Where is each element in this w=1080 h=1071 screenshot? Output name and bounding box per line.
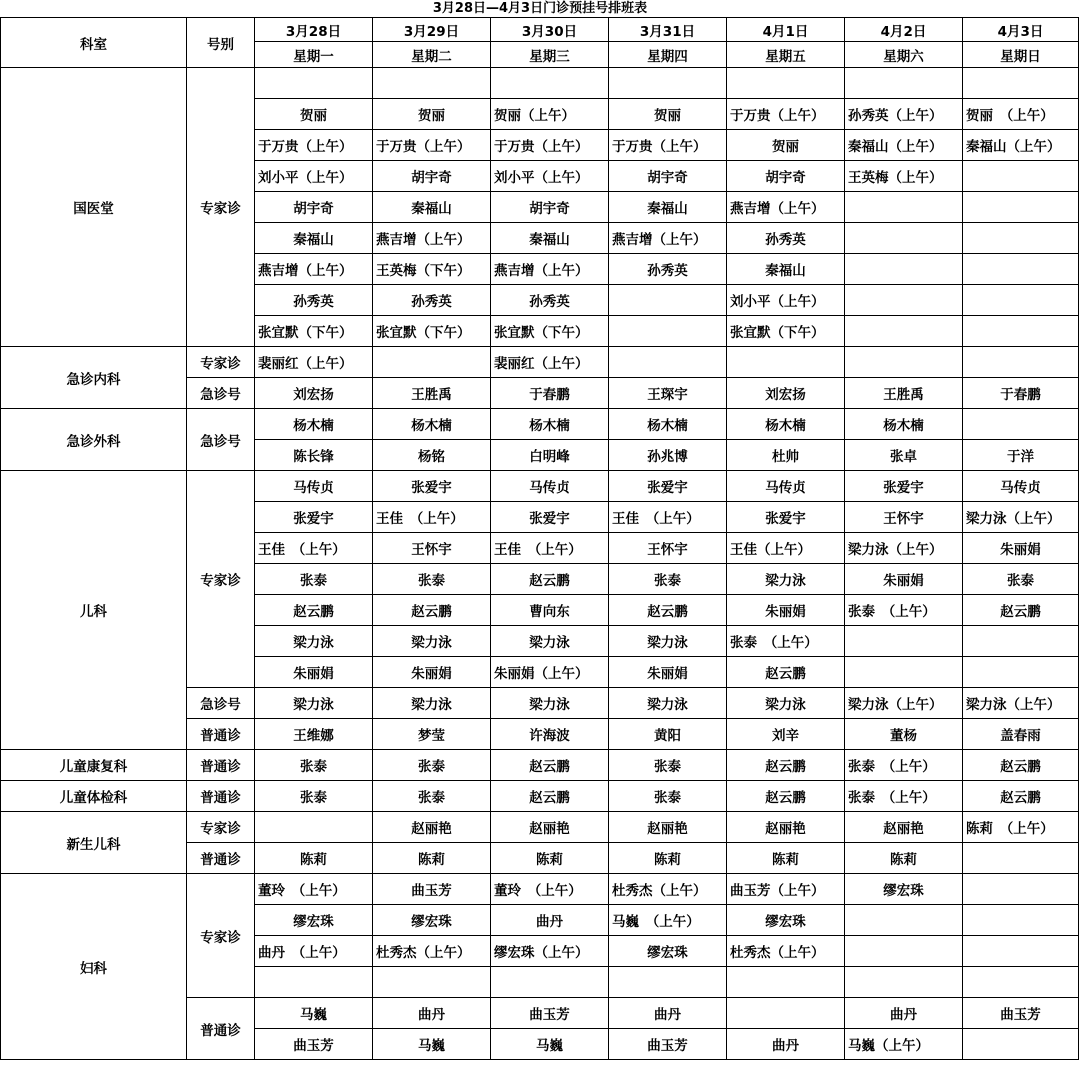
doctor-cell: 张泰 bbox=[373, 781, 491, 812]
doctor-cell: 王维娜 bbox=[255, 719, 373, 750]
doctor-cell: 张爱宇 bbox=[491, 502, 609, 533]
registration-type: 专家诊 bbox=[187, 347, 255, 378]
registration-type: 普通诊 bbox=[187, 750, 255, 781]
doctor-cell: 赵云鹏 bbox=[373, 595, 491, 626]
doctor-cell bbox=[963, 223, 1079, 254]
registration-type: 普通诊 bbox=[187, 781, 255, 812]
doctor-cell: 于春鹏 bbox=[491, 378, 609, 409]
registration-type: 普通诊 bbox=[187, 998, 255, 1060]
doctor-cell bbox=[727, 967, 845, 998]
doctor-cell bbox=[963, 347, 1079, 378]
schedule-row bbox=[1, 68, 1079, 99]
doctor-cell bbox=[845, 347, 963, 378]
doctor-cell: 张泰 bbox=[255, 564, 373, 595]
doctor-cell bbox=[963, 874, 1079, 905]
doctor-cell: 赵云鹏 bbox=[963, 595, 1079, 626]
doctor-cell: 贺丽（上午） bbox=[491, 99, 609, 130]
doctor-cell: 陈莉 （上午） bbox=[963, 812, 1079, 843]
doctor-cell: 杜秀杰（上午） bbox=[727, 936, 845, 967]
doctor-cell: 张泰 bbox=[609, 750, 727, 781]
doctor-cell: 秦福山（上午） bbox=[845, 130, 963, 161]
doctor-cell: 曲丹 bbox=[609, 998, 727, 1029]
doctor-cell: 曲丹 bbox=[491, 905, 609, 936]
doctor-cell: 王佳 （上午） bbox=[373, 502, 491, 533]
registration-type: 专家诊 bbox=[187, 471, 255, 688]
doctor-cell: 陈莉 bbox=[491, 843, 609, 874]
registration-type: 专家诊 bbox=[187, 874, 255, 998]
registration-type: 普通诊 bbox=[187, 719, 255, 750]
doctor-cell bbox=[373, 347, 491, 378]
doctor-cell: 王佳 （上午） bbox=[491, 533, 609, 564]
doctor-cell: 孙秀英 bbox=[727, 223, 845, 254]
doctor-cell bbox=[963, 936, 1079, 967]
doctor-cell: 王佳 （上午） bbox=[609, 502, 727, 533]
doctor-cell: 曲玉芳 bbox=[373, 874, 491, 905]
date-header: 3月31日 bbox=[609, 18, 727, 42]
doctor-cell: 张泰 bbox=[255, 750, 373, 781]
doctor-cell: 陈莉 bbox=[609, 843, 727, 874]
doctor-cell: 梁力泳 bbox=[491, 626, 609, 657]
doctor-cell: 马巍 （上午） bbox=[609, 905, 727, 936]
doctor-cell: 董玲 （上午） bbox=[491, 874, 609, 905]
doctor-cell: 张泰 bbox=[609, 564, 727, 595]
doctor-cell: 梁力泳 bbox=[609, 688, 727, 719]
doctor-cell bbox=[963, 843, 1079, 874]
date-header: 4月2日 bbox=[845, 18, 963, 42]
doctor-cell: 梁力泳 bbox=[373, 688, 491, 719]
doctor-cell: 赵丽艳 bbox=[609, 812, 727, 843]
doctor-cell: 张爱宇 bbox=[609, 471, 727, 502]
doctor-cell: 赵云鹏 bbox=[727, 750, 845, 781]
doctor-cell bbox=[609, 316, 727, 347]
doctor-cell: 刘辛 bbox=[727, 719, 845, 750]
doctor-cell bbox=[609, 967, 727, 998]
doctor-cell bbox=[845, 285, 963, 316]
doctor-cell: 曹向东 bbox=[491, 595, 609, 626]
doctor-cell: 王英梅（下午） bbox=[373, 254, 491, 285]
doctor-cell bbox=[963, 161, 1079, 192]
doctor-cell bbox=[845, 936, 963, 967]
doctor-cell: 缪宏珠（上午） bbox=[491, 936, 609, 967]
doctor-cell: 马传贞 bbox=[963, 471, 1079, 502]
doctor-cell: 马巍（上午） bbox=[845, 1029, 963, 1060]
doctor-cell: 秦福山 bbox=[609, 192, 727, 223]
doctor-cell bbox=[845, 254, 963, 285]
doctor-cell bbox=[255, 812, 373, 843]
doctor-cell: 赵丽艳 bbox=[845, 812, 963, 843]
date-header: 3月28日 bbox=[255, 18, 373, 42]
doctor-cell: 王琛宇 bbox=[609, 378, 727, 409]
doctor-cell: 张泰 bbox=[255, 781, 373, 812]
registration-type: 专家诊 bbox=[187, 68, 255, 347]
doctor-cell: 孙秀英 bbox=[491, 285, 609, 316]
schedule-row bbox=[1, 781, 1079, 812]
doctor-cell: 曲玉芳 bbox=[491, 998, 609, 1029]
doctor-cell: 陈莉 bbox=[845, 843, 963, 874]
doctor-cell: 张宜默（下午） bbox=[491, 316, 609, 347]
doctor-cell bbox=[845, 68, 963, 99]
date-header: 3月29日 bbox=[373, 18, 491, 42]
doctor-cell: 梁力泳（上午） bbox=[963, 502, 1079, 533]
doctor-cell: 梁力泳 bbox=[727, 564, 845, 595]
schedule-row bbox=[1, 874, 1079, 905]
doctor-cell: 杜秀杰（上午） bbox=[373, 936, 491, 967]
doctor-cell bbox=[609, 285, 727, 316]
doctor-cell bbox=[491, 68, 609, 99]
doctor-cell: 梁力泳 bbox=[491, 688, 609, 719]
weekday-header: 星期一 bbox=[255, 42, 373, 68]
date-header: 4月1日 bbox=[727, 18, 845, 42]
registration-type: 普通诊 bbox=[187, 843, 255, 874]
doctor-cell: 朱丽娟 bbox=[373, 657, 491, 688]
doctor-cell bbox=[845, 626, 963, 657]
doctor-cell: 于万贵（上午） bbox=[491, 130, 609, 161]
doctor-cell: 马巍 bbox=[491, 1029, 609, 1060]
doctor-cell: 陈莉 bbox=[255, 843, 373, 874]
department-name: 新生儿科 bbox=[1, 812, 187, 874]
schedule-row bbox=[1, 347, 1079, 378]
doctor-cell: 赵云鹏 bbox=[963, 781, 1079, 812]
doctor-cell: 王佳 （上午） bbox=[255, 533, 373, 564]
doctor-cell: 张宜默（下午） bbox=[373, 316, 491, 347]
doctor-cell: 许海波 bbox=[491, 719, 609, 750]
doctor-cell bbox=[845, 967, 963, 998]
doctor-cell: 马传贞 bbox=[727, 471, 845, 502]
doctor-cell: 曲丹 bbox=[373, 998, 491, 1029]
doctor-cell bbox=[963, 657, 1079, 688]
doctor-cell: 燕吉增（上午） bbox=[255, 254, 373, 285]
doctor-cell: 张泰 bbox=[373, 564, 491, 595]
doctor-cell: 朱丽娟（上午） bbox=[491, 657, 609, 688]
doctor-cell: 曲丹 bbox=[727, 1029, 845, 1060]
doctor-cell bbox=[609, 68, 727, 99]
doctor-cell: 张爱宇 bbox=[255, 502, 373, 533]
doctor-cell: 马传贞 bbox=[255, 471, 373, 502]
doctor-cell bbox=[963, 967, 1079, 998]
doctor-cell: 朱丽娟 bbox=[609, 657, 727, 688]
doctor-cell: 杨木楠 bbox=[727, 409, 845, 440]
doctor-cell: 梦莹 bbox=[373, 719, 491, 750]
doctor-cell: 张爱宇 bbox=[845, 471, 963, 502]
doctor-cell: 刘小平（上午） bbox=[491, 161, 609, 192]
doctor-cell bbox=[845, 316, 963, 347]
doctor-cell: 贺丽 bbox=[373, 99, 491, 130]
doctor-cell: 胡宇奇 bbox=[373, 161, 491, 192]
doctor-cell bbox=[727, 998, 845, 1029]
doctor-cell: 胡宇奇 bbox=[255, 192, 373, 223]
doctor-cell: 孙秀英 bbox=[373, 285, 491, 316]
schedule-row bbox=[1, 812, 1079, 843]
weekday-header: 星期日 bbox=[963, 42, 1079, 68]
doctor-cell: 陈莉 bbox=[373, 843, 491, 874]
doctor-cell bbox=[373, 68, 491, 99]
doctor-cell: 孙秀英（上午） bbox=[845, 99, 963, 130]
weekday-header: 星期三 bbox=[491, 42, 609, 68]
doctor-cell bbox=[845, 905, 963, 936]
doctor-cell: 陈莉 bbox=[727, 843, 845, 874]
department-name: 妇科 bbox=[1, 874, 187, 1060]
doctor-cell: 朱丽娟 bbox=[845, 564, 963, 595]
doctor-cell: 秦福山 bbox=[373, 192, 491, 223]
doctor-cell: 缪宏珠 bbox=[609, 936, 727, 967]
doctor-cell: 裴丽红（上午） bbox=[491, 347, 609, 378]
doctor-cell bbox=[727, 347, 845, 378]
doctor-cell: 杜秀杰（上午） bbox=[609, 874, 727, 905]
doctor-cell: 黄阳 bbox=[609, 719, 727, 750]
doctor-cell: 赵云鹏 bbox=[727, 657, 845, 688]
doctor-cell: 刘宏扬 bbox=[255, 378, 373, 409]
schedule-table bbox=[0, 17, 1079, 1060]
doctor-cell: 燕吉增（上午） bbox=[609, 223, 727, 254]
doctor-cell: 曲玉芳 bbox=[609, 1029, 727, 1060]
doctor-cell: 梁力泳（上午） bbox=[963, 688, 1079, 719]
doctor-cell: 秦福山 bbox=[727, 254, 845, 285]
doctor-cell: 王怀宇 bbox=[373, 533, 491, 564]
doctor-cell: 梁力泳（上午） bbox=[845, 533, 963, 564]
doctor-cell: 董玲 （上午） bbox=[255, 874, 373, 905]
doctor-cell: 缪宏珠 bbox=[845, 874, 963, 905]
doctor-cell: 杨木楠 bbox=[845, 409, 963, 440]
department-name: 急诊内科 bbox=[1, 347, 187, 409]
doctor-cell: 缪宏珠 bbox=[255, 905, 373, 936]
doctor-cell: 赵云鹏 bbox=[963, 750, 1079, 781]
doctor-cell: 裴丽红（上午） bbox=[255, 347, 373, 378]
doctor-cell: 白明峰 bbox=[491, 440, 609, 471]
doctor-cell: 缪宏珠 bbox=[373, 905, 491, 936]
schedule-row bbox=[1, 409, 1079, 440]
doctor-cell: 于万贵（上午） bbox=[727, 99, 845, 130]
doctor-cell: 于洋 bbox=[963, 440, 1079, 471]
doctor-cell: 孙兆博 bbox=[609, 440, 727, 471]
doctor-cell: 燕吉增（上午） bbox=[373, 223, 491, 254]
department-name: 急诊外科 bbox=[1, 409, 187, 471]
doctor-cell: 梁力泳 bbox=[373, 626, 491, 657]
doctor-cell: 杜帅 bbox=[727, 440, 845, 471]
doctor-cell: 王佳（上午） bbox=[727, 533, 845, 564]
doctor-cell: 曲玉芳（上午） bbox=[727, 874, 845, 905]
doctor-cell: 王怀宇 bbox=[845, 502, 963, 533]
registration-type: 急诊号 bbox=[187, 688, 255, 719]
doctor-cell: 赵云鹏 bbox=[727, 781, 845, 812]
doctor-cell: 贺丽 bbox=[727, 130, 845, 161]
doctor-cell: 燕吉增（上午） bbox=[727, 192, 845, 223]
doctor-cell: 秦福山 bbox=[491, 223, 609, 254]
department-name: 儿童康复科 bbox=[1, 750, 187, 781]
doctor-cell bbox=[373, 967, 491, 998]
weekday-header: 星期四 bbox=[609, 42, 727, 68]
doctor-cell: 赵丽艳 bbox=[373, 812, 491, 843]
doctor-cell: 胡宇奇 bbox=[491, 192, 609, 223]
weekday-header: 星期六 bbox=[845, 42, 963, 68]
doctor-cell: 王胜禹 bbox=[373, 378, 491, 409]
doctor-cell bbox=[845, 223, 963, 254]
doctor-cell: 贺丽 （上午） bbox=[963, 99, 1079, 130]
doctor-cell: 赵云鹏 bbox=[609, 595, 727, 626]
doctor-cell: 王怀宇 bbox=[609, 533, 727, 564]
department-name: 儿科 bbox=[1, 471, 187, 750]
doctor-cell bbox=[963, 905, 1079, 936]
doctor-cell: 贺丽 bbox=[609, 99, 727, 130]
dept-header: 科室 bbox=[1, 18, 187, 68]
doctor-cell: 胡宇奇 bbox=[609, 161, 727, 192]
doctor-cell bbox=[491, 967, 609, 998]
doctor-cell bbox=[963, 254, 1079, 285]
doctor-cell: 马传贞 bbox=[491, 471, 609, 502]
schedule-row bbox=[1, 750, 1079, 781]
header-row-dates bbox=[1, 18, 1079, 42]
doctor-cell: 朱丽娟 bbox=[255, 657, 373, 688]
doctor-cell: 胡宇奇 bbox=[727, 161, 845, 192]
doctor-cell: 张爱宇 bbox=[373, 471, 491, 502]
doctor-cell bbox=[727, 68, 845, 99]
doctor-cell: 于万贵（上午） bbox=[255, 130, 373, 161]
doctor-cell: 张宜默（下午） bbox=[255, 316, 373, 347]
doctor-cell: 赵丽艳 bbox=[491, 812, 609, 843]
doctor-cell: 张爱宇 bbox=[727, 502, 845, 533]
doctor-cell: 张泰 （上午） bbox=[845, 595, 963, 626]
doctor-cell: 张泰 bbox=[963, 564, 1079, 595]
doctor-cell: 赵云鹏 bbox=[491, 564, 609, 595]
doctor-cell: 杨铭 bbox=[373, 440, 491, 471]
doctor-cell bbox=[255, 68, 373, 99]
doctor-cell: 杨木楠 bbox=[491, 409, 609, 440]
doctor-cell: 赵丽艳 bbox=[727, 812, 845, 843]
doctor-cell: 朱丽娟 bbox=[727, 595, 845, 626]
date-header: 4月3日 bbox=[963, 18, 1079, 42]
doctor-cell: 张泰 bbox=[609, 781, 727, 812]
doctor-cell: 赵云鹏 bbox=[255, 595, 373, 626]
doctor-cell: 梁力泳 bbox=[255, 626, 373, 657]
doctor-cell bbox=[963, 68, 1079, 99]
doctor-cell: 刘小平（上午） bbox=[255, 161, 373, 192]
doctor-cell: 秦福山（上午） bbox=[963, 130, 1079, 161]
department-name: 国医堂 bbox=[1, 68, 187, 347]
doctor-cell: 曲玉芳 bbox=[255, 1029, 373, 1060]
doctor-cell: 于万贵（上午） bbox=[373, 130, 491, 161]
doctor-cell: 贺丽 bbox=[255, 99, 373, 130]
doctor-cell: 盖春雨 bbox=[963, 719, 1079, 750]
doctor-cell: 王胜禹 bbox=[845, 378, 963, 409]
doctor-cell bbox=[609, 347, 727, 378]
schedule-row bbox=[1, 471, 1079, 502]
doctor-cell: 张宜默（下午） bbox=[727, 316, 845, 347]
doctor-cell: 张泰 （上午） bbox=[845, 781, 963, 812]
department-name: 儿童体检科 bbox=[1, 781, 187, 812]
doctor-cell bbox=[963, 285, 1079, 316]
weekday-header: 星期五 bbox=[727, 42, 845, 68]
doctor-cell: 曲丹 （上午） bbox=[255, 936, 373, 967]
doctor-cell bbox=[255, 967, 373, 998]
doctor-cell: 曲玉芳 bbox=[963, 998, 1079, 1029]
doctor-cell: 曲丹 bbox=[845, 998, 963, 1029]
doctor-cell: 赵云鹏 bbox=[491, 750, 609, 781]
doctor-cell: 杨木楠 bbox=[373, 409, 491, 440]
doctor-cell: 赵云鹏 bbox=[491, 781, 609, 812]
doctor-cell bbox=[963, 626, 1079, 657]
doctor-cell: 王英梅（上午） bbox=[845, 161, 963, 192]
doctor-cell: 梁力泳 bbox=[609, 626, 727, 657]
doctor-cell: 陈长锋 bbox=[255, 440, 373, 471]
doctor-cell: 刘小平（上午） bbox=[727, 285, 845, 316]
doctor-cell: 马巍 bbox=[373, 1029, 491, 1060]
doctor-cell: 张泰 （上午） bbox=[727, 626, 845, 657]
doctor-cell: 张卓 bbox=[845, 440, 963, 471]
doctor-cell: 梁力泳 bbox=[727, 688, 845, 719]
doctor-cell: 张泰 bbox=[373, 750, 491, 781]
sheet-title: 3月28日—4月3日门诊预挂号排班表 bbox=[432, 1, 648, 16]
doctor-cell: 杨木楠 bbox=[255, 409, 373, 440]
type-header: 号别 bbox=[187, 18, 255, 68]
doctor-cell: 秦福山 bbox=[255, 223, 373, 254]
doctor-cell bbox=[963, 316, 1079, 347]
doctor-cell: 杨木楠 bbox=[609, 409, 727, 440]
doctor-cell: 董杨 bbox=[845, 719, 963, 750]
registration-type: 急诊号 bbox=[187, 378, 255, 409]
doctor-cell: 孙秀英 bbox=[609, 254, 727, 285]
doctor-cell: 缪宏珠 bbox=[727, 905, 845, 936]
doctor-cell: 梁力泳（上午） bbox=[845, 688, 963, 719]
date-header: 3月30日 bbox=[491, 18, 609, 42]
doctor-cell: 刘宏扬 bbox=[727, 378, 845, 409]
doctor-cell: 于春鹏 bbox=[963, 378, 1079, 409]
doctor-cell: 梁力泳 bbox=[255, 688, 373, 719]
doctor-cell: 马巍 bbox=[255, 998, 373, 1029]
doctor-cell bbox=[845, 657, 963, 688]
doctor-cell: 燕吉增（上午） bbox=[491, 254, 609, 285]
registration-type: 专家诊 bbox=[187, 812, 255, 843]
weekday-header: 星期二 bbox=[373, 42, 491, 68]
doctor-cell: 朱丽娟 bbox=[963, 533, 1079, 564]
registration-type: 急诊号 bbox=[187, 409, 255, 471]
doctor-cell: 于万贵（上午） bbox=[609, 130, 727, 161]
doctor-cell bbox=[845, 192, 963, 223]
doctor-cell bbox=[963, 192, 1079, 223]
doctor-cell bbox=[963, 1029, 1079, 1060]
doctor-cell: 张泰 （上午） bbox=[845, 750, 963, 781]
doctor-cell bbox=[963, 409, 1079, 440]
doctor-cell: 孙秀英 bbox=[255, 285, 373, 316]
